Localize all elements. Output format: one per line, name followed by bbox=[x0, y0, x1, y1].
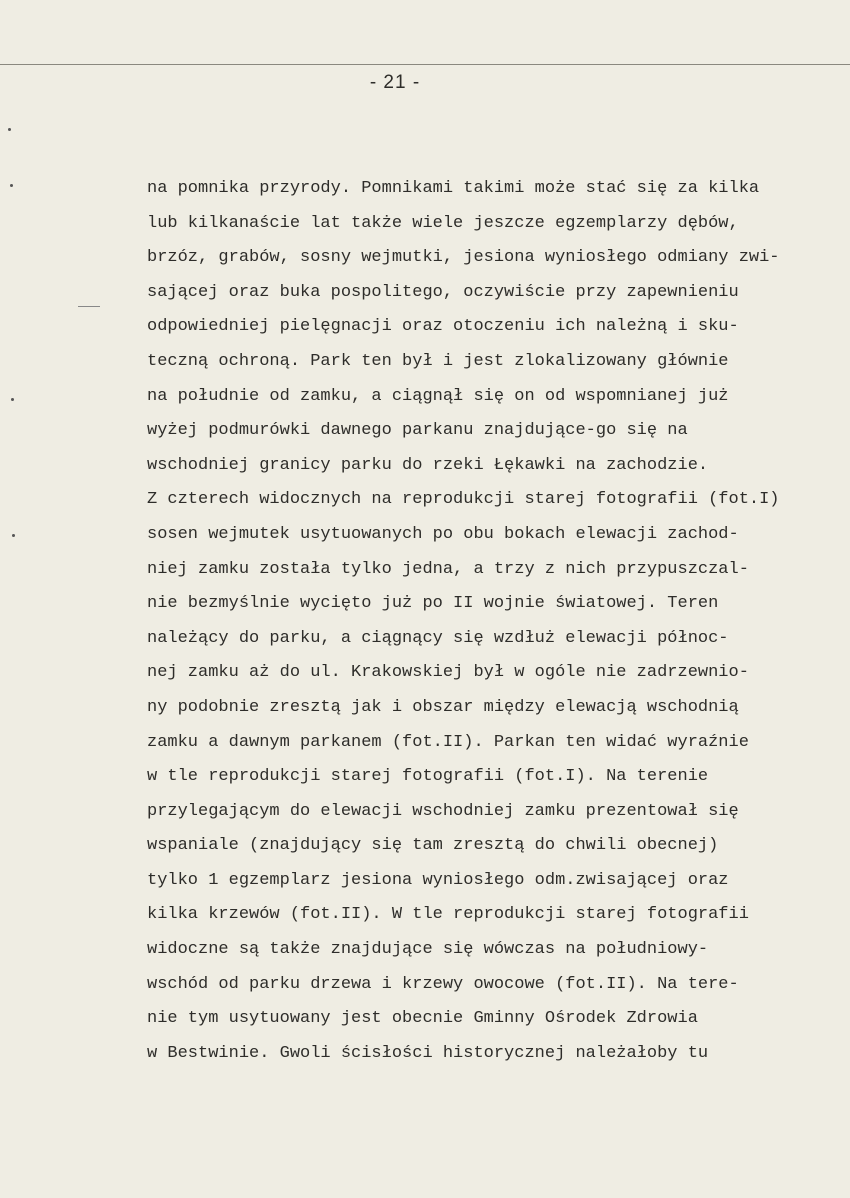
page-number: - 21 - bbox=[369, 72, 421, 93]
text-line: kilka krzewów (fot.II). W tle reprodukcji starej fotografii bbox=[147, 905, 749, 925]
page-top-edge-line bbox=[0, 64, 850, 65]
text-line: tylko 1 egzemplarz jesiona wyniosłego odm.zwisającej oraz bbox=[147, 870, 729, 890]
text-line: sosen wejmutek usytuowanych po obu bokach elewacji zachod- bbox=[147, 524, 739, 544]
text-line: przylegającym do elewacji wschodniej zamku prezentował się bbox=[147, 801, 739, 821]
text-line: niej zamku została tylko jedna, a trzy z nich przypuszczal- bbox=[147, 559, 749, 579]
text-line: w tle reprodukcji starej fotografii (fot.I). Na terenie bbox=[147, 767, 709, 787]
text-line: nie bezmyślnie wycięto już po II wojnie światowej. Teren bbox=[147, 594, 719, 614]
margin-speck bbox=[10, 184, 13, 187]
text-line: wspaniale (znajdujący się tam zresztą do chwili obecnej) bbox=[147, 836, 719, 856]
text-line: brzóz, grabów, sosny wejmutki, jesiona wyniosłego odmiany zwi- bbox=[147, 248, 780, 268]
text-line: wyżej podmurówki dawnego parkanu znajdujące-go się na bbox=[147, 421, 688, 441]
text-line: należący do parku, a ciągnący się wzdłuż elewacji północ- bbox=[147, 628, 729, 648]
text-line: wschód od parku drzewa i krzewy owocowe (fot.II). Na tere- bbox=[147, 974, 739, 994]
text-line: na pomnika przyrody. Pomnikami takimi może stać się za kilka bbox=[147, 179, 760, 198]
margin-mark bbox=[78, 306, 100, 307]
text-line: zamku a dawnym parkanem (fot.II). Parkan ten widać wyraźnie bbox=[147, 732, 749, 752]
document-body bbox=[147, 172, 807, 1071]
text-line: sającej oraz buka pospolitego, oczywiście przy zapewnieniu bbox=[147, 282, 739, 302]
text-line: na południe od zamku, a ciągnął się on od wspomnianej już bbox=[147, 386, 729, 406]
text-line: nej zamku aż do ul. Krakowskiej był w ogóle nie zadrzewnio- bbox=[147, 663, 749, 683]
text-line: lub kilkanaście lat także wiele jeszcze egzemplarzy dębów, bbox=[147, 213, 739, 233]
text-line: odpowiedniej pielęgnacji oraz otoczeniu ich należną i sku- bbox=[147, 317, 739, 337]
text-line: nie tym usytuowany jest obecnie Gminny Ośrodek Zdrowia bbox=[147, 1009, 698, 1029]
text-line: wschodniej granicy parku do rzeki Łękawki na zachodzie. bbox=[147, 455, 709, 475]
margin-speck bbox=[11, 398, 14, 401]
margin-speck bbox=[12, 534, 15, 537]
text-line: Z czterech widocznych na reprodukcji starej fotografii (fot.I) bbox=[147, 490, 780, 510]
text-line: w Bestwinie. Gwoli ścisłości historycznej należałoby tu bbox=[147, 1043, 709, 1063]
text-line: ny podobnie zresztą jak i obszar między elewacją wschodnią bbox=[147, 697, 739, 717]
text-line: widoczne są także znajdujące się wówczas na południowy- bbox=[147, 940, 709, 960]
text-line: teczną ochroną. Park ten był i jest zlokalizowany głównie bbox=[147, 351, 729, 371]
margin-speck bbox=[8, 128, 11, 131]
